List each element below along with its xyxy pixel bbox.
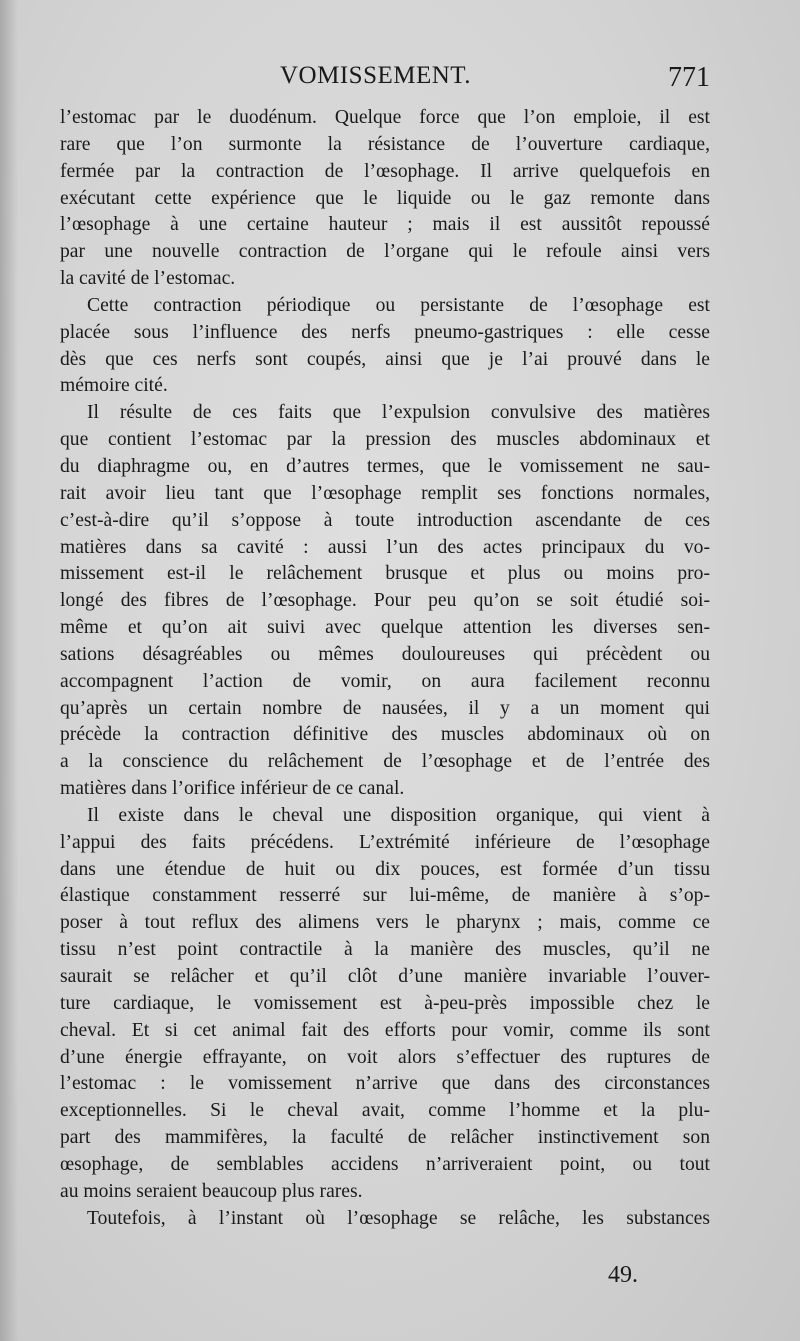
text-line: dans une étendue de huit ou dix pouces, est formée d’un tissu <box>60 858 710 880</box>
text-line: que contient l’estomac par la pression des muscles abdominaux et <box>60 429 710 451</box>
text-line: cheval. Et si cet animal fait des efforts pour vomir, comme ils sont <box>60 1019 710 1041</box>
text-line: poser à tout reflux des alimens vers le pharynx ; mais, comme ce <box>60 912 710 934</box>
text-line: longé des fibres de l’œsophage. Pour peu qu’on se soit étudié soi- <box>60 590 710 612</box>
text-line: Il résulte de ces faits que l’expulsion convulsive des matières <box>87 402 710 424</box>
text-line: saurait se relâcher et qu’il clôt d’une manière invariable l’ouver- <box>60 966 710 987</box>
text-line: l’appui des faits précédens. L’extrémité inférieure de l’œsophage <box>60 831 710 853</box>
text-line: Toutefois, à l’instant où l’œsophage se relâche, les substances <box>87 1207 710 1229</box>
text-line: exécutant cette expérience que le liquide ou le gaz remonte dans <box>60 187 710 209</box>
text-line: rait avoir lieu tant que l’œsophage remplit ses fonctions normales, <box>60 482 710 504</box>
text-line: mémoire cité. <box>60 375 168 397</box>
page-number: 771 <box>668 62 710 93</box>
text-line: l’estomac : le vomissement n’arrive que dans des circonstances <box>60 1073 710 1095</box>
text-line: rare que l’on surmonte la résistance de l’ouverture cardiaque, <box>60 133 710 155</box>
text-line: d’une énergie effrayante, on voit alors s’effectuer des ruptures de <box>60 1046 710 1068</box>
text-line: élastique constamment resserré sur lui-même, de manière à s’op- <box>60 885 710 907</box>
text-line: l’estomac par le duodénum. Quelque force que l’on emploie, il est <box>60 107 710 128</box>
text-line: matières dans l’orifice inférieur de ce canal. <box>60 778 405 800</box>
paragraph <box>60 1206 710 1233</box>
text-line: ture cardiaque, le vomissement est à-peu-près impossible chez le <box>60 992 710 1014</box>
paragraph <box>60 803 710 1206</box>
paragraph <box>60 400 710 803</box>
text-line: sations désagréables ou mêmes douloureuses qui précèdent ou <box>60 643 710 665</box>
page-gutter-shadow <box>0 0 18 1341</box>
paragraph <box>60 105 710 293</box>
text-line: la cavité de l’estomac. <box>60 268 236 290</box>
text-line: exceptionnelles. Si le cheval avait, comme l’homme et la plu- <box>60 1100 710 1122</box>
running-head: VOMISSEMENT. <box>280 62 471 89</box>
text-line: c’est-à-dire qu’il s’oppose à toute introduction ascendante de ces <box>60 509 710 531</box>
text-line: placée sous l’influence des nerfs pneumo-gastriques : elle cesse <box>60 321 710 343</box>
text-line: par une nouvelle contraction de l’organe qui le refoule ainsi vers <box>60 241 710 263</box>
signature-mark: 49. <box>608 1262 638 1288</box>
text-line: qu’après un certain nombre de nausées, il y a un moment qui <box>60 697 710 719</box>
text-line: précède la contraction définitive des muscles abdominaux où on <box>60 724 710 746</box>
text-line: dès que ces nerfs sont coupés, ainsi que je l’ai prouvé dans le <box>60 348 710 370</box>
text-line: l’œsophage à une certaine hauteur ; mais il est aussitôt repoussé <box>60 214 710 236</box>
text-line: fermée par la contraction de l’œsophage. Il arrive quelquefois en <box>60 160 710 182</box>
body-text <box>60 105 710 1232</box>
text-line: matières dans sa cavité : aussi l’un des actes principaux du vo- <box>60 536 710 558</box>
text-line: missement est-il le relâchement brusque et plus ou moins pro- <box>60 563 710 585</box>
text-line: œsophage, de semblables accidens n’arriveraient point, ou tout <box>60 1153 710 1175</box>
text-line: Cette contraction périodique ou persistante de l’œsophage est <box>87 294 710 316</box>
paragraph <box>60 293 710 400</box>
text-line: part des mammifères, la faculté de relâcher instinctivement son <box>60 1127 710 1149</box>
text-line: même et qu’on ait suivi avec quelque attention les diverses sen- <box>60 617 710 639</box>
text-line: au moins seraient beaucoup plus rares. <box>60 1180 363 1202</box>
page-header <box>60 58 710 98</box>
text-line: tissu n’est point contractile à la manière des muscles, qu’il ne <box>60 939 710 961</box>
text-line: Il existe dans le cheval une disposition organique, qui vient à <box>87 804 710 826</box>
text-line: a la conscience du relâchement de l’œsophage et de l’entrée des <box>60 751 710 773</box>
text-line: du diaphragme ou, en d’autres termes, que le vomissement ne sau- <box>60 455 710 477</box>
text-line: accompagnent l’action de vomir, on aura facilement reconnu <box>60 670 710 692</box>
